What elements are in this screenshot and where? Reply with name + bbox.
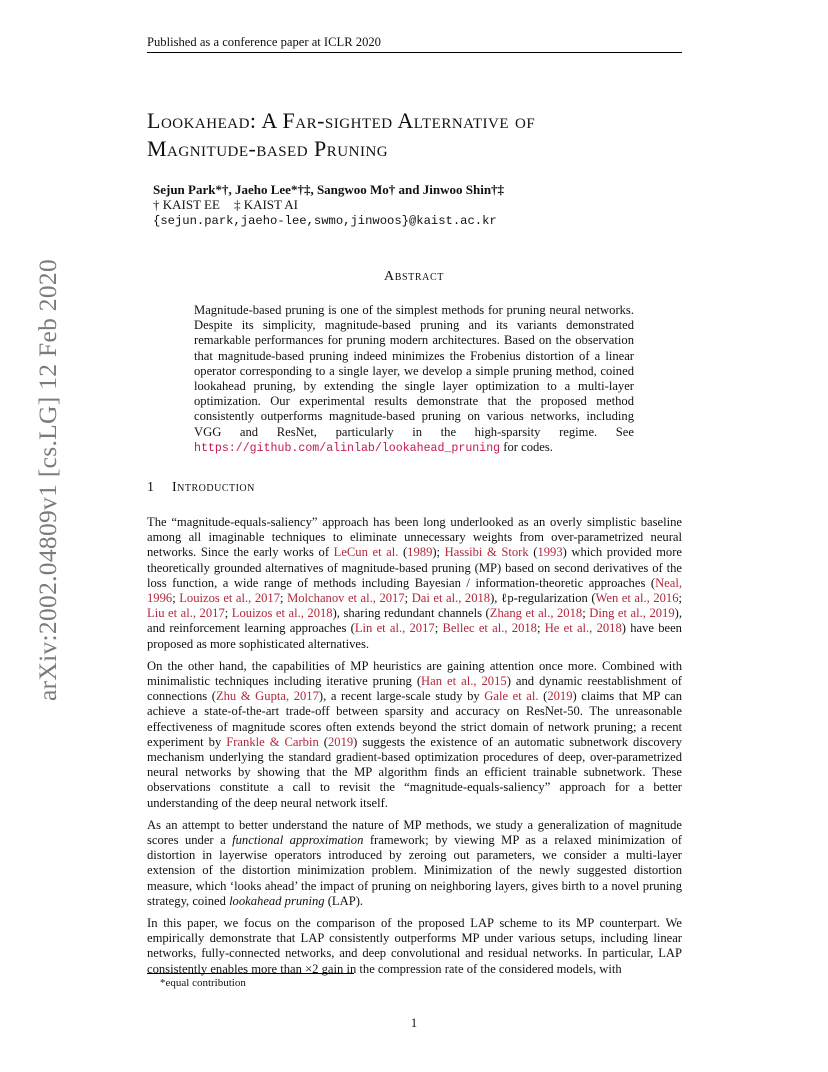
text: In this paper, we focus on the comparison of the proposed LAP scheme to its MP counterpart. We empirically demonstrate that LAP consistently outperforms MP under various setups, including linear networks, fully-connected networks, and deep convolutional and residual networks. In particular, LAP consistently enables more than ×2 gain in the compression rate of the considered models, with <box>147 916 682 976</box>
body-text <box>147 515 682 984</box>
citation-link[interactable]: Frankle & Carbin <box>226 734 319 749</box>
section-heading <box>147 480 255 496</box>
arxiv-id: arXiv:2002.04809v1 [cs.LG] 12 Feb 2020 <box>33 258 62 702</box>
text: ), sharing redundant channels ( <box>332 606 490 621</box>
citation-link[interactable]: 1989 <box>407 545 433 560</box>
citation-link[interactable]: Zhang et al., 2018 <box>489 606 583 621</box>
citation-link[interactable]: Bellec et al., 2018 <box>442 621 537 636</box>
text: ; <box>678 591 683 606</box>
code-link[interactable]: https://github.com/alinlab/lookahead_pruning <box>194 441 501 455</box>
citation-link[interactable]: Louizos et al., 2017 <box>179 591 281 606</box>
citation-link[interactable]: LeCun et al. <box>333 545 399 560</box>
section-title: Introduction <box>172 480 255 495</box>
page-number: 1 <box>410 1016 418 1030</box>
citation-link[interactable]: Molchanov et al., 2017 <box>287 591 405 606</box>
title-line-1: Lookahead: A Far-sighted Alternative of <box>147 108 536 133</box>
citation-link[interactable]: Hassibi & Stork <box>444 545 529 560</box>
text: The “magnitude-equals-saliency” approach has been long underlooked as an overly simplistic baseline among all imaginable techniques to eliminate unnecessary weights from over-parametrized neural networks. Since the early works of <box>147 515 682 560</box>
text: ), a recent large-scale study by <box>318 689 485 704</box>
citation-link[interactable]: Louizos et al., 2018 <box>231 606 333 621</box>
author-list: Sejun Park*†, Jaeho Lee*†‡, Sangwoo Mo† and Jinwoo Shin†‡ <box>153 182 505 197</box>
citation-link[interactable]: Wen et al., 2016 <box>595 591 679 606</box>
text: ; <box>224 606 232 621</box>
text: ; <box>582 606 590 621</box>
page-header: Published as a conference paper at ICLR 2020 <box>147 35 381 49</box>
citation-link[interactable]: Lin et al., 2017 <box>354 621 435 636</box>
citation-link[interactable]: Dai et al., 2018 <box>411 591 491 606</box>
text: ; <box>536 621 545 636</box>
text: ; <box>280 591 288 606</box>
header-rule <box>147 52 682 53</box>
text: ) and dynamic reestablishment of connections ( <box>147 674 682 704</box>
footnote: *equal contribution <box>160 977 246 989</box>
text: ) which provided more theoretically grounded alternatives of magnitude-based pruning (MP) based on second derivatives of the loss function, a wide range of methods including Bayesian / information-theoretic approaches ( <box>147 545 682 590</box>
paragraph-1 <box>147 515 682 652</box>
emphasis: functional approximation <box>232 833 364 848</box>
text: ; <box>434 621 443 636</box>
text: ( <box>538 689 548 704</box>
citation-link[interactable]: Ding et al., 2019 <box>589 606 675 621</box>
emphasis: lookahead pruning <box>229 893 325 908</box>
text: (LAP). <box>324 893 364 908</box>
abstract-body <box>194 303 634 456</box>
text: ); <box>432 545 445 560</box>
citation-link[interactable]: He et al., 2018 <box>544 621 622 636</box>
text: ), ℓp-regularization ( <box>490 591 596 606</box>
text: framework; by viewing MP as a relaxed minimization of distortion in layerwise operators introduced by zeroing out parameters, we consider a multi-layer extension of the distortion minimization problem. Minimization of the newly suggested distortion measure, which ‘looks ahead’ the impact of pruning on neighboring layers, gives birth to a novel pruning strategy, coined <box>147 833 682 908</box>
title-line-2: Magnitude-based Pruning <box>147 136 389 161</box>
text: ), and reinforcement learning approaches ( <box>147 606 682 636</box>
abstract-text: Magnitude-based pruning is one of the simplest methods for pruning neural networks. Despite its simplicity, magnitude-based pruning and its variants demonstrated remarkable performances for pruning modern architectures. Based on the observation that magnitude-based pruning indeed minimizes the Frobenius distortion of a linear operator corresponding to a single layer, we develop a simple pruning method, coined lookahead pruning, by extending the single layer optimization to a multi-layer optimization. Our experimental results demonstrate that the proposed method consistently outperforms magnitude-based pruning on various networks, including VGG and ResNet, particularly in the high-sparsity regime. See <box>194 303 634 439</box>
citation-link[interactable]: 1993 <box>537 545 563 560</box>
citation-link[interactable]: Han et al., 2015 <box>421 674 507 689</box>
affiliation-2: ‡ KAIST AI <box>233 197 298 212</box>
abstract-suffix: for codes. <box>500 439 553 454</box>
footnote-rule <box>147 973 354 974</box>
paragraph-3 <box>147 818 682 909</box>
citation-link[interactable]: Neal, 1996 <box>147 575 682 606</box>
text: ; <box>172 591 180 606</box>
text: ) suggests the existence of an automatic subnetwork discovery mechanism underlying the standard gradient-based optimization procedures of deep, over-parametrized neural networks by showing that the MP algorithm finds an efficient trainable subnetwork. These observations constitute a call to revisit the “magnitude-equals-saliency” approach for a better understanding of the deep neural network itself. <box>147 734 683 810</box>
text: ; <box>404 591 412 606</box>
affiliations <box>153 197 298 213</box>
citation-link[interactable]: 2019 <box>327 734 354 749</box>
text: ( <box>528 545 538 560</box>
arxiv-sidebar <box>33 258 62 702</box>
affiliation-1: † KAIST EE <box>153 197 220 212</box>
text: On the other hand, the capabilities of MP heuristics are gaining attention once more. Combined with minimalistic techniques including iterative pruning ( <box>147 658 682 689</box>
paragraph-2 <box>147 659 682 811</box>
citation-link[interactable]: Liu et al., 2017 <box>147 606 225 621</box>
text: ( <box>398 545 408 560</box>
citation-link[interactable]: Gale et al. <box>484 689 539 704</box>
abstract-heading: Abstract <box>384 269 444 284</box>
paragraph-4 <box>147 916 682 977</box>
section-number: 1 <box>147 480 154 495</box>
citation-link[interactable]: Zhu & Gupta, 2017 <box>215 689 319 704</box>
text: ( <box>318 734 328 749</box>
text: As an attempt to better understand the nature of MP methods, we study a generalization of magnitude scores under a <box>147 817 682 848</box>
author-emails: {sejun.park,jaeho-lee,swmo,jinwoos}@kaist.ac.kr <box>153 214 497 228</box>
text: ) claims that MP can achieve a state-of-the-art trade-off between sparsity and accuracy on ResNet-50. The unreasonable effectiveness of magnitude scores often extends beyond the strict domain of network pruning; a recent experiment by <box>147 689 682 749</box>
paper-title <box>147 107 687 163</box>
citation-link[interactable]: 2019 <box>547 689 573 704</box>
text: ) have been proposed as more sophisticated alternatives. <box>147 621 682 651</box>
